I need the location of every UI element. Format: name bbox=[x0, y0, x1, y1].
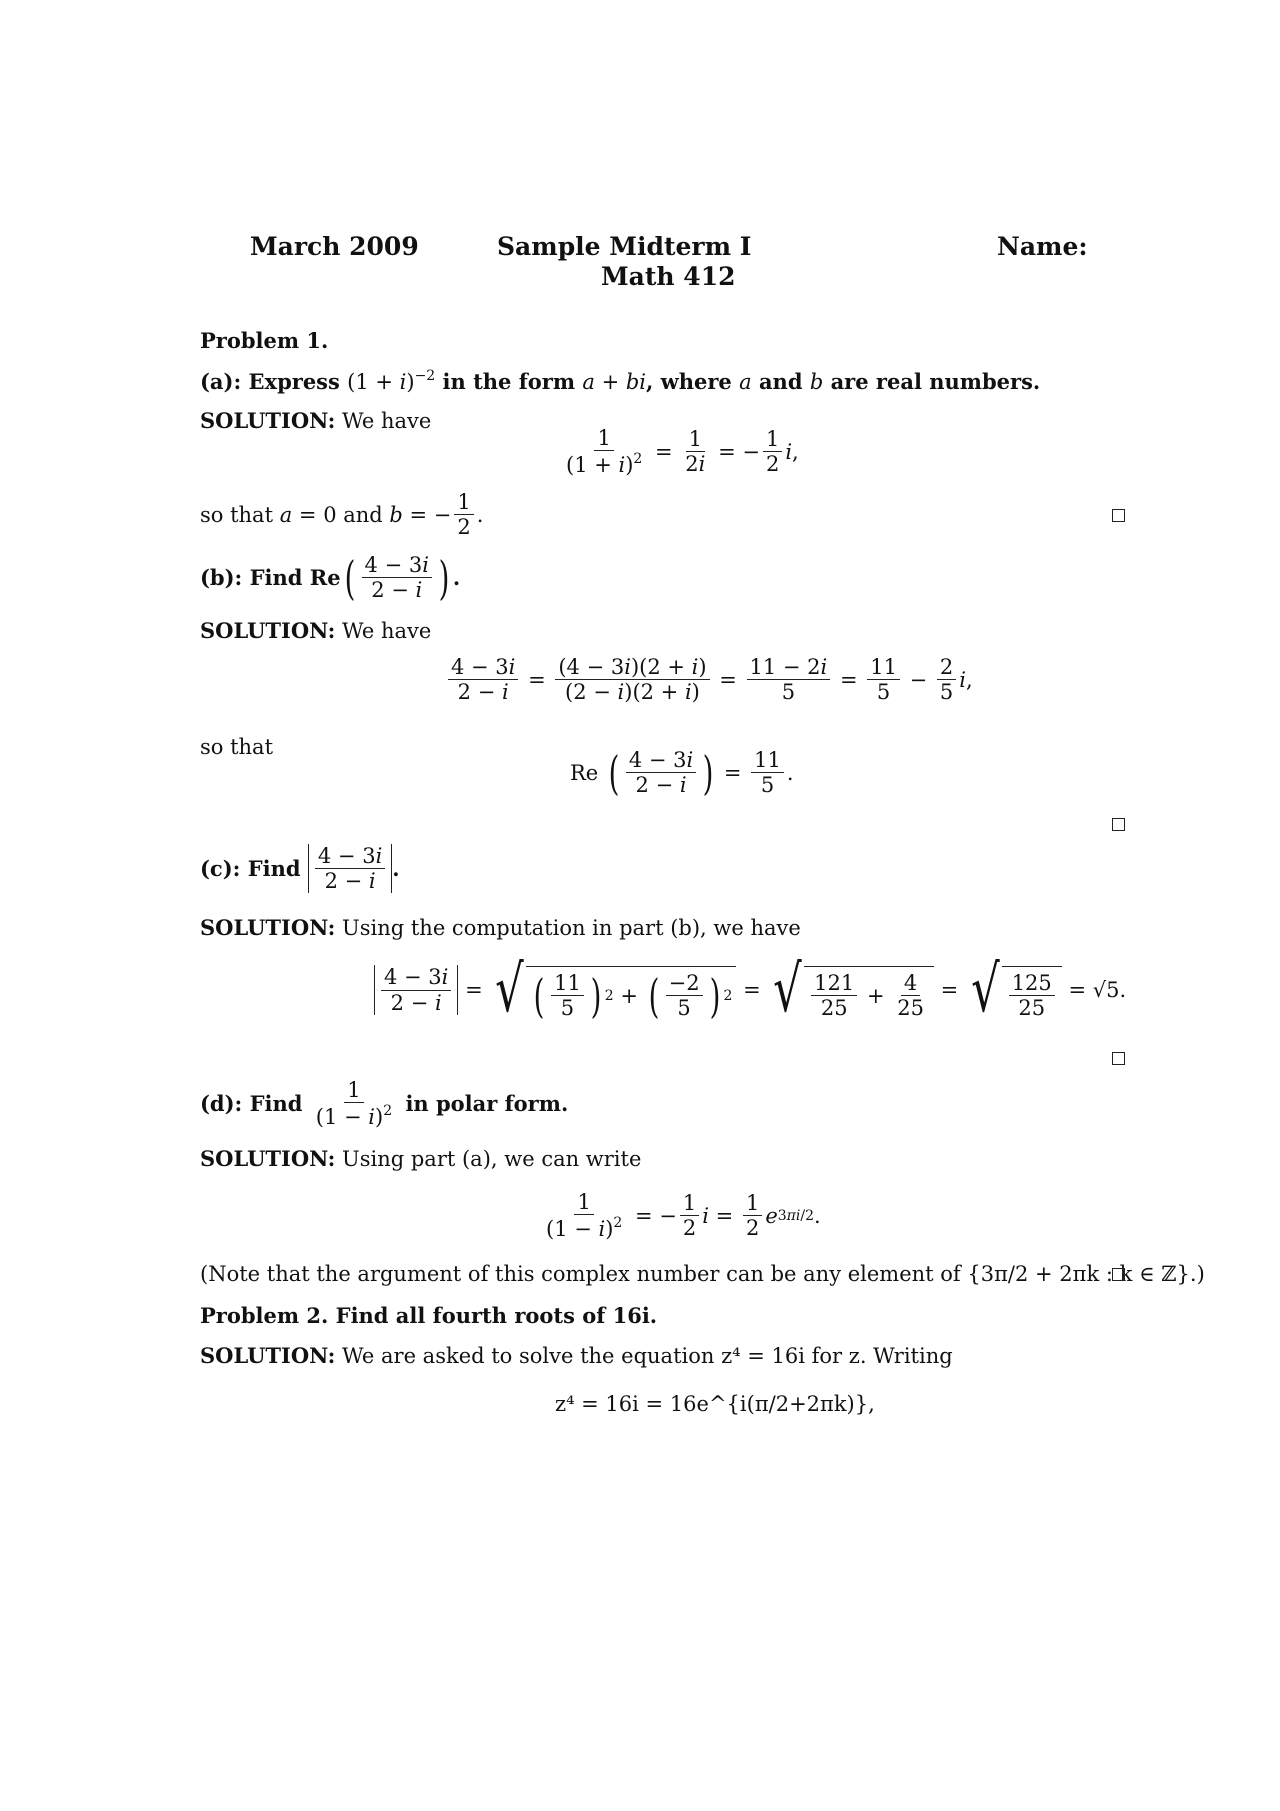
part-c-equation: $\frac{4 - 3i}{2 - i}$ = √ ( $\frac{11}{5}$ ) 2 + ( $\frac{-2}{5}$ ) 2 = √ $\frac{121}{25}$ + $\frac{4}{25}$ = √ $\frac{125}{25}$ = √5. bbox=[374, 958, 1126, 1022]
qed-box-d bbox=[1112, 1268, 1125, 1281]
part-a-solution-intro: SOLUTION: We have bbox=[200, 408, 432, 433]
problem2-equation: z⁴ = 16i = 16e^{i(π/2+2πk)}, bbox=[555, 1392, 875, 1416]
header-name-label: Name: bbox=[997, 232, 1088, 261]
part-d-note: (Note that the argument of this complex number can be any element of {3π/2 + 2πk : k ∈ ℤ}.) bbox=[200, 1262, 1205, 1286]
part-c-solution-intro: SOLUTION: Using the computation in part (b), we have bbox=[200, 915, 801, 940]
part-b-prompt: (b): Find Re ( $\frac{4 - 3i}{2 - i}$ ) . bbox=[200, 550, 461, 605]
problem2-solution-intro: SOLUTION: We are asked to solve the equation z⁴ = 16i for z. Writing bbox=[200, 1343, 953, 1368]
header-course: Math 412 bbox=[601, 262, 736, 291]
part-a-conclusion: so that a = 0 and b = − $\frac{1}{2}$ . bbox=[200, 490, 484, 540]
problem1-heading: Problem 1. bbox=[200, 328, 329, 353]
part-a-equation: $\frac{1}{(1 + i)^2}$ = $\frac{1}{2i}$ = − $\frac{1}{2}$ i , bbox=[566, 426, 799, 478]
part-b-result: Re ( $\frac{4 - 3i}{2 - i}$ ) = $\frac{11}{5}$ . bbox=[570, 745, 794, 800]
part-a-prompt: (a): Express $(1 + i)^{-2}$ in the form a + bi, where a and b are real numbers. bbox=[200, 368, 1041, 394]
part-c-prompt: (c): Find $\frac{4 - 3i}{2 - i}$ . bbox=[200, 844, 400, 894]
part-b-so-that: so that bbox=[200, 735, 274, 759]
qed-box-a bbox=[1112, 509, 1125, 522]
part-d-equation: $\frac{1}{(1 - i)^2}$ = − $\frac{1}{2}$ i = $\frac{1}{2}$ e 3πi/2 . bbox=[546, 1190, 821, 1242]
qed-box-c bbox=[1112, 1052, 1125, 1065]
part-d-solution-intro: SOLUTION: Using part (a), we can write bbox=[200, 1146, 642, 1171]
header-title: Sample Midterm I bbox=[497, 232, 752, 261]
qed-box-b bbox=[1112, 818, 1125, 831]
part-b-solution-intro: SOLUTION: We have bbox=[200, 618, 432, 643]
part-d-prompt: (d): Find $\frac{1}{(1 - i)^2}$ in polar form. bbox=[200, 1078, 569, 1130]
problem2-prompt: Problem 2. Find all fourth roots of 16i. bbox=[200, 1303, 658, 1328]
header-date: March 2009 bbox=[250, 232, 419, 261]
part-b-equation: $\frac{4 - 3i}{2 - i}$ = $\frac{(4 - 3i)(2 + i)}{(2 - i)(2 + i)}$ = $\frac{11 - 2i}{5}$ = $\frac{11}{5}$ − $\frac{2}{5}$ i , bbox=[445, 655, 973, 704]
